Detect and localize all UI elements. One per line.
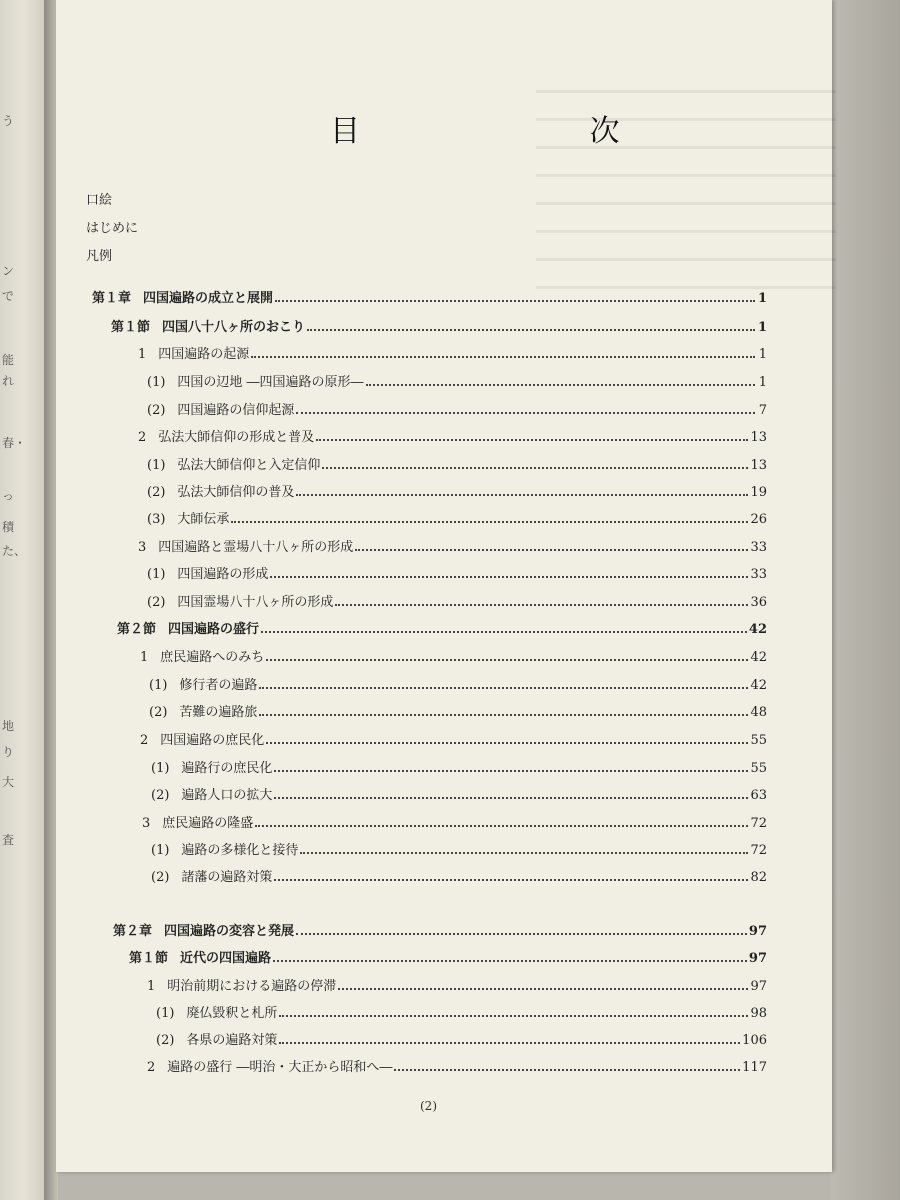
dot-leader (255, 825, 748, 827)
toc-item[interactable] (147, 454, 767, 474)
toc-number: 3 (138, 540, 147, 555)
toc-number: (3) (147, 512, 166, 527)
dot-leader (300, 852, 748, 854)
dot-leader (279, 1015, 748, 1017)
toc-label: 大師伝承 (177, 512, 230, 527)
toc-number: (2) (151, 870, 170, 885)
toc-label: 明治前期における遍路の停滞 (167, 979, 337, 994)
toc-number: 2 (138, 430, 147, 445)
toc-number: (2) (149, 705, 168, 720)
toc-label: 四国遍路と霊場八十八ヶ所の形成 (158, 540, 354, 555)
toc-page-number: 72 (750, 816, 767, 831)
toc-item[interactable] (147, 591, 767, 611)
dot-leader (394, 1069, 740, 1071)
dot-leader (261, 631, 747, 633)
toc-subsection[interactable] (138, 343, 767, 363)
toc-page-number: 97 (748, 951, 767, 966)
bleed-through-text: っ (2, 489, 15, 503)
toc-item[interactable] (149, 674, 767, 694)
toc-page-number: 106 (742, 1033, 767, 1048)
toc-label: 四国遍路の形成 (177, 567, 269, 582)
toc-number: 第１章 (92, 291, 132, 306)
toc-item[interactable] (156, 1002, 767, 1022)
toc-page-number: 48 (750, 705, 767, 720)
toc-label: 諸藩の遍路対策 (181, 870, 273, 885)
front-matter-item: 凡例 (86, 249, 113, 264)
dot-leader (307, 329, 755, 331)
toc-subsection[interactable] (147, 1056, 767, 1076)
dot-leader (316, 439, 748, 441)
toc-page-number: 13 (750, 458, 767, 473)
dot-leader (266, 742, 748, 744)
dot-leader (322, 467, 748, 469)
dot-leader (273, 960, 747, 962)
dot-leader (335, 604, 748, 606)
dot-leader (366, 384, 755, 386)
toc-label: 遍路の多様化と接待 (181, 843, 299, 858)
toc-number: (1) (151, 843, 170, 858)
dot-leader (296, 494, 748, 496)
toc-label: 四国遍路の変容と発展 (164, 924, 295, 939)
toc-number: 第２節 (117, 622, 157, 637)
toc-page-number: 19 (750, 485, 767, 500)
dot-leader (259, 687, 748, 689)
toc-number: 1 (140, 650, 149, 665)
toc-page-number: 33 (750, 540, 767, 555)
toc-number: 第２章 (113, 924, 153, 939)
toc-page-number: 117 (742, 1060, 767, 1075)
toc-page-number: 1 (757, 291, 767, 306)
dot-leader (231, 521, 748, 523)
front-matter-item: はじめに (86, 221, 139, 236)
toc-item[interactable] (151, 839, 767, 859)
toc-chapter[interactable] (113, 920, 767, 940)
dot-leader (259, 714, 748, 716)
dot-leader (296, 412, 755, 414)
toc-number: (2) (147, 595, 166, 610)
toc-item[interactable] (147, 371, 767, 391)
toc-subsection[interactable] (142, 812, 767, 832)
toc-number: 3 (142, 816, 151, 831)
toc-label: 四国遍路の庶民化 (160, 733, 265, 748)
bleed-through-text: れ (2, 374, 15, 388)
toc-page (56, 0, 832, 1172)
toc-item[interactable] (156, 1029, 767, 1049)
toc-page-number: 42 (748, 622, 767, 637)
toc-number: (2) (147, 403, 166, 418)
toc-page-number: 55 (750, 733, 767, 748)
toc-label: 庶民遍路の隆盛 (162, 816, 254, 831)
page-number-footer: (2) (420, 1099, 437, 1113)
toc-number: (2) (151, 788, 170, 803)
toc-page-number: 97 (748, 924, 767, 939)
toc-label: 四国遍路の盛行 (168, 622, 260, 637)
bleed-through-text: 大 (2, 775, 15, 789)
toc-number: 第１節 (129, 951, 169, 966)
toc-label: 苦難の遍路旅 (179, 705, 258, 720)
dot-leader (266, 659, 748, 661)
dot-leader (274, 879, 748, 881)
toc-page-number: 1 (757, 320, 767, 335)
toc-number: 2 (147, 1060, 156, 1075)
toc-item[interactable] (147, 399, 767, 419)
bleed-through-text: 地 (2, 719, 15, 733)
bleed-through-text: 春・ (2, 436, 27, 450)
bleed-through-text: 査 (2, 833, 15, 847)
dot-leader (296, 933, 747, 935)
toc-label: 弘法大師信仰と入定信仰 (177, 458, 321, 473)
toc-item[interactable] (151, 784, 767, 804)
toc-label: 四国の辺地 ―四国遍路の原形― (177, 375, 364, 390)
bleed-through-text: ン (2, 264, 15, 278)
dot-leader (279, 1042, 740, 1044)
dot-leader (274, 770, 748, 772)
bleed-through-text: 能 (2, 353, 15, 367)
toc-page-number: 7 (758, 403, 767, 418)
toc-page-number: 1 (758, 375, 767, 390)
toc-label: 修行者の遍路 (179, 678, 258, 693)
toc-label: 弘法大師信仰の普及 (177, 485, 295, 500)
toc-page-number: 63 (750, 788, 767, 803)
toc-label: 四国霊場八十八ヶ所の形成 (177, 595, 334, 610)
bleed-through-text: り (2, 745, 15, 759)
bleed-through-text: う (2, 114, 15, 128)
toc-number: 2 (140, 733, 149, 748)
toc-page-number: 42 (750, 678, 767, 693)
toc-page-number: 33 (750, 567, 767, 582)
toc-page-number: 13 (750, 430, 767, 445)
front-matter-item: 口絵 (86, 193, 113, 208)
toc-number: (2) (156, 1033, 175, 1048)
toc-number: (1) (151, 761, 170, 776)
toc-page-number: 55 (750, 761, 767, 776)
toc-number: (1) (156, 1006, 175, 1021)
toc-number: (1) (147, 458, 166, 473)
dot-leader (355, 549, 748, 551)
toc-page-number: 26 (750, 512, 767, 527)
toc-number: 第１節 (111, 320, 151, 335)
dot-leader (275, 300, 755, 302)
toc-page-number: 1 (758, 347, 767, 362)
bleed-through-text: 積 (2, 520, 15, 534)
toc-subsection[interactable] (140, 729, 767, 749)
toc-label: 四国遍路の起源 (158, 347, 250, 362)
toc-label: 遍路行の庶民化 (181, 761, 273, 776)
toc-section[interactable] (129, 947, 767, 967)
toc-item[interactable] (147, 508, 767, 528)
toc-page-number: 72 (750, 843, 767, 858)
toc-subsection[interactable] (138, 536, 767, 556)
toc-page-number: 82 (750, 870, 767, 885)
toc-section[interactable] (111, 316, 767, 336)
toc-page-number: 97 (750, 979, 767, 994)
dot-leader (338, 988, 748, 990)
left-page-edge (0, 0, 48, 1200)
toc-number: (1) (147, 567, 166, 582)
toc-section[interactable] (117, 618, 767, 638)
toc-label: 弘法大師信仰の形成と普及 (158, 430, 315, 445)
toc-item[interactable] (147, 481, 767, 501)
dot-leader (274, 797, 748, 799)
bleed-through-text: で (2, 289, 15, 303)
toc-label: 遍路の盛行 ―明治・大正から昭和へ― (167, 1060, 393, 1075)
dot-leader (270, 576, 748, 578)
background-edge (830, 0, 900, 1200)
toc-subsection[interactable] (138, 426, 767, 446)
toc-label: 廃仏毀釈と札所 (186, 1006, 278, 1021)
toc-label: 各県の遍路対策 (186, 1033, 278, 1048)
toc-label: 四国遍路の信仰起源 (177, 403, 295, 418)
toc-number: 1 (147, 979, 156, 994)
toc-label: 庶民遍路へのみち (160, 650, 265, 665)
toc-number: 1 (138, 347, 147, 362)
bleed-through-text: た、 (2, 544, 27, 558)
toc-page-number: 42 (750, 650, 767, 665)
toc-item[interactable] (151, 866, 767, 886)
toc-item[interactable] (149, 701, 767, 721)
toc-item[interactable] (151, 757, 767, 777)
toc-number: (2) (147, 485, 166, 500)
toc-page-number: 98 (750, 1006, 767, 1021)
page-title: 目 次 (330, 114, 730, 149)
toc-chapter[interactable] (92, 287, 767, 307)
toc-subsection[interactable] (147, 975, 767, 995)
toc-label: 近代の四国遍路 (180, 951, 272, 966)
toc-item[interactable] (147, 563, 767, 583)
toc-page-number: 36 (750, 595, 767, 610)
toc-number: (1) (147, 375, 166, 390)
dot-leader (251, 356, 755, 358)
toc-label: 遍路人口の拡大 (181, 788, 273, 803)
toc-number: (1) (149, 678, 168, 693)
toc-label: 四国八十八ヶ所のおこり (162, 320, 306, 335)
toc-label: 四国遍路の成立と展開 (143, 291, 274, 306)
toc-subsection[interactable] (140, 646, 767, 666)
